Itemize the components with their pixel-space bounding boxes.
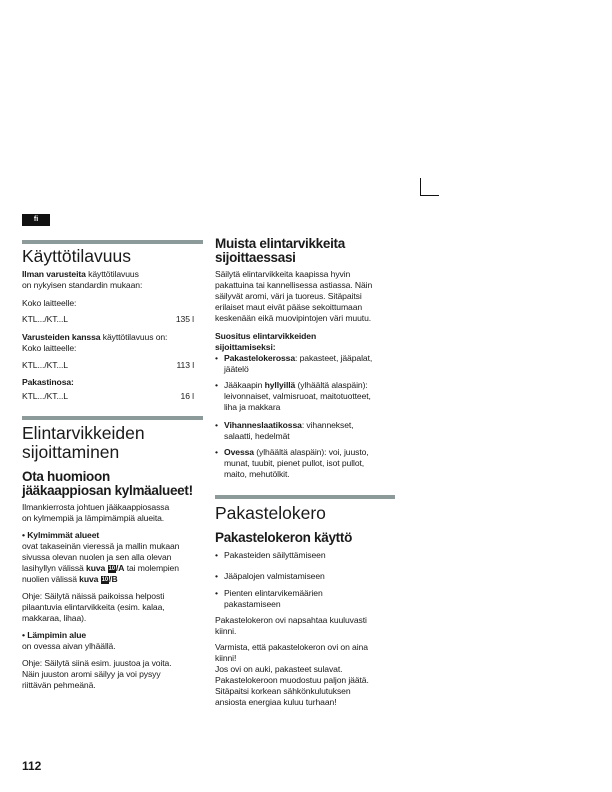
text-line: Pienten elintarvikemäärien [224,588,323,598]
text-line: Suositus elintarvikkeiden [215,331,317,341]
text-line: salaatti, hedelmät [224,431,290,441]
section-rule [22,240,203,244]
model: KTL.../KT...L [22,391,68,401]
text: Koko laitteelle: [22,298,77,308]
text-line: säilyvät aromi, väri ja tuoreus. Sitäpaitsi [215,291,362,301]
text-line: kiinni! [215,653,237,663]
text-line: : pakasteet, jääpalat, [295,353,373,363]
text-line [22,269,194,280]
text-line: Näin juuston aromi säilyy ja voi pysyy [22,669,161,679]
text-line [22,332,194,343]
text-line: Varmista, että pakastelokeron ovi on aina [215,642,368,652]
text-line: lasihyllyn välissä [22,563,87,573]
text-line: Sitäpaitsi korkean sähkönkulutuksen [215,686,351,696]
text-line: pakastamiseen [224,599,281,609]
storage-text [215,269,372,480]
text-line: Ilmankierrosta johtuen jääkaappiosassa [22,502,170,512]
text-line: Ohje: Säilytä näissä paikoissa helposti [22,591,165,601]
language-badge: fi [22,214,50,226]
text-line: Jääkaapin [224,380,265,390]
remember-heading [215,237,345,265]
text-line: pilaantuvia elintarvikkeita (esim. kalaa, [22,602,165,612]
volume-without-accessories [22,269,194,402]
bold-term: Varusteiden kanssa [22,332,101,342]
page-number: 112 [22,759,42,773]
volume-value: 135 l [175,314,194,324]
text-line: hyllyillä [264,380,296,390]
text-line: Pakasteiden säilyttämiseen [224,550,326,560]
volume-row [22,391,194,402]
model: KTL.../KT...L [22,360,68,370]
crop-mark [420,178,439,196]
section-rule [22,416,203,420]
list-item [215,380,372,413]
zones-text [22,502,179,691]
text-line: kuva [79,574,99,584]
zones-heading [22,470,193,498]
text-line: Pakastelokerossa [224,353,296,363]
text-line: Elintarvikkeiden [22,423,145,443]
text-line: Säilytä elintarvikkeita kaapissa hyvin [215,269,351,279]
text-line: ansiosta energiaa kuluu turhaan! [215,697,337,707]
text-line: /B [109,574,118,584]
text-line: leivonnaiset, valmisruoat, maitotuotteet, [224,391,371,401]
list-item [215,571,369,582]
list-item [215,550,369,561]
volume-row [22,314,194,325]
text-line: liha ja makkara [224,402,281,412]
text-line: (ylhäältä alaspäin): [295,380,368,390]
text-line: kuva [86,563,106,573]
text-line: jäätelö [224,364,249,374]
freezer-heading: Pakastelokero [215,503,326,523]
text-line: Jääpalojen valmistamiseen [224,571,325,581]
text-line: Jos ovi on auki, pakasteet sulavat. [215,664,343,674]
text-line: Kylmimmät alueet [27,530,100,540]
text-line: • [215,380,218,390]
text-line: Ota huomioon [22,469,110,484]
text-line: /A [116,563,125,573]
text-line: • [215,353,218,363]
volume-value: 16 l [180,391,194,401]
figure-ref-icon: 10 [108,566,115,572]
text-line: Pakastelokeroon muodostuu paljon jäätä. [215,675,369,685]
text-line: sijoittamiseksi: [215,342,276,352]
text-line: • [215,420,218,430]
warm-zone-title: • Lämpimin alue [22,630,87,640]
list-item [215,447,372,480]
text-line: nuolien välissä [22,574,80,584]
bold-term: Ilman varusteita [22,269,86,279]
text-line: jääkaappiosan kylmäalueet! [22,483,193,498]
text-line: on kylmempiä ja lämpimämpiä alueita. [22,513,165,523]
freezer-use-heading: Pakastelokeron käyttö [215,530,353,545]
model: KTL.../KT...L [22,314,68,324]
text-line: on ovessa aivan ylhäällä. [22,641,116,651]
text-line: • [215,550,218,560]
text-line: makkaraa, lihaa). [22,613,87,623]
list-item [215,588,369,610]
text-line: • [215,588,218,598]
text-line: tai molempien [124,563,179,573]
volume-row [22,360,194,371]
text-line: sijoittaminen [22,442,120,462]
text: Koko laitteelle: [22,343,77,353]
section-rule [215,495,395,499]
list-item [215,420,372,442]
text-line: Muista elintarvikkeita [215,236,345,251]
freezer-text [215,550,369,708]
text-line: (ylhäältä alaspäin): voi, juusto, [253,447,369,457]
text-line: ovat takaseinän vieressä ja mallin mukaan [22,541,180,551]
freezer-label: Pakastinosa: [22,377,74,387]
text-line: erilaiset maut eivät pääse sekoittumaan [215,302,363,312]
text-line: Lämpimin alue [27,630,87,640]
text-line [22,563,179,574]
placement-heading [22,424,145,462]
list-item [215,353,372,375]
text: käyttötilavuus on: [100,332,168,342]
volume-heading: Käyttötilavuus [22,246,131,266]
text: on nykyisen standardin mukaan: [22,280,143,290]
text-line: • [215,447,218,457]
text-line [22,574,179,585]
text-line: maito, mehutölkit. [224,469,290,479]
volume-value: 113 l [176,360,194,370]
text: käyttötilavuus [85,269,139,279]
text-line: riittävän pehmeänä. [22,680,96,690]
text-line: Ovessa [224,447,254,457]
text-line: keskenään eikä muovipintojen väri muutu. [215,313,372,323]
text-line: Pakastelokeron ovi napsahtaa kuuluvasti [215,615,367,625]
figure-ref-icon: 10 [101,577,109,583]
text-line: Ohje: Säilytä siinä esim. juustoa ja voita. [22,658,172,668]
text-line: munat, tuubit, pienet pullot, isot pullot, [224,458,365,468]
text-line: pakattuina tai kannellisessa astiassa. Näin [215,280,373,290]
text-line: sijoittaessasi [215,250,296,265]
cold-zone-title: • Kylmimmät alueet [22,530,100,540]
text-line: kiinni. [215,626,237,636]
text-line: sivussa olevan nuolen ja sen alla olevan [22,552,172,562]
text-line: : vihannekset, [301,420,354,430]
text-line: Vihanneslaatikossa [224,420,302,430]
text-line: • [215,571,218,581]
